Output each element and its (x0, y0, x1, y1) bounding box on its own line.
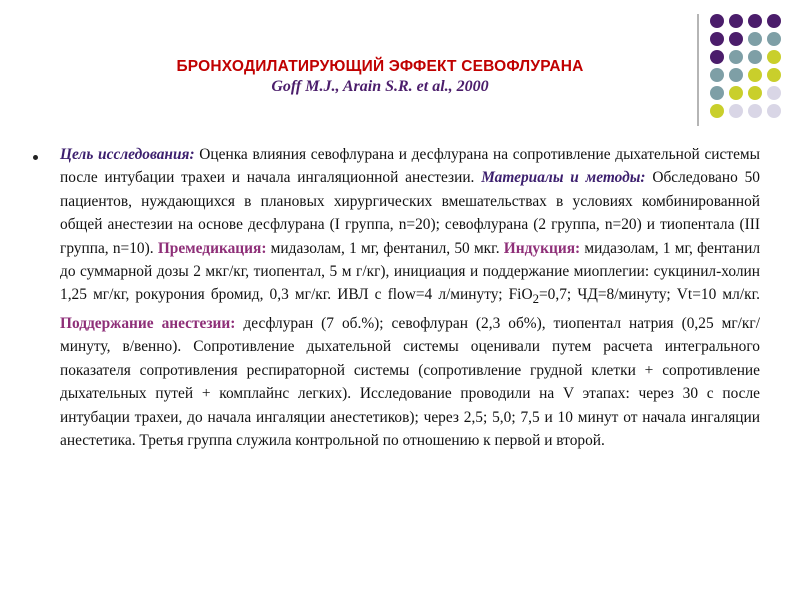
induction-label: Индукция: (503, 239, 581, 257)
premedication-text: мидазолам, 1 мг, фентанил, 50 мкг. (266, 239, 504, 257)
decorative-dot (710, 14, 724, 28)
study-aim-label: Цель исследования: (60, 146, 195, 163)
ventilation-text: =0,7; ЧД=8/минуту; Vt=10 мл/кг. (539, 286, 760, 304)
maintenance-text: десфлуран (7 об.%); севофлуран (2,3 об%), тиопентал натрия (0,25 мг/кг/минуту, в/венно). Сопротивление дыхательной системы оценивали путем расчета интегрального показателя сопротивления респираторной системы (сопротивление грудной клетки + сопротивление дыхательных путей + комплайнс легких). Исследование проводили на V этапах: через 30 с после интубации трахеи, до начала ингаляции анестетиков); через 2,5; 5,0; 7,5 и 10 минут от начала ингаляции анестетика. Третья группа служила контрольной по отношению к первой и второй. (60, 314, 761, 449)
decorative-dot (767, 104, 781, 118)
decorative-dot (767, 50, 781, 64)
decorative-dot (710, 32, 724, 46)
premedication-label: Премедикация: (157, 239, 267, 257)
body-paragraph (60, 143, 760, 452)
decorative-dot (748, 14, 762, 28)
methods-text: Обследовано 50 пациентов, нуждающихся в плановых хирургических вмешательствах в условиях комбинированной общей анестезии на основе десфлурана (I группа, n=20); севофлурана (2 группа, n=20) и тиопентала (III группа, n=10). (60, 169, 760, 257)
slide-title: БРОНХОДИЛАТИРУЮЩИЙ ЭФФЕКТ СЕВОФЛУРАНА (176, 58, 584, 75)
maintenance-label: Поддержание анестезии: (60, 314, 236, 332)
methods-label: Материалы и методы: (481, 169, 646, 187)
decorative-dot (767, 14, 781, 28)
decorative-dot (748, 32, 762, 46)
decorative-dot (767, 32, 781, 46)
decorative-dot (748, 104, 762, 118)
study-aim-text: Оценка влияния севофлурана и десфлурана на сопротивление дыхательной системы после интубации трахеи и начала ингаляционной анестезии. (60, 146, 760, 187)
decorative-dot (767, 86, 781, 100)
title-block (0, 57, 760, 97)
bullet-icon (33, 155, 38, 160)
decorative-dot (729, 14, 743, 28)
decorative-dot (729, 32, 743, 46)
fio2-subscript: 2 (532, 292, 539, 307)
decorative-dot (767, 68, 781, 82)
induction-text: мидазолам, 1 мг, фентанил до суммарной дозы 2 мкг/кг, тиопентал, 5 м г/кг), инициация и поддержание миоплегии: сукцинил-холин 1,25 мг/кг, рокурония бромид, 0,3 мг/кг. ИВЛ с flow=4 л/минуту; FiO (60, 239, 761, 304)
decorative-dot (729, 104, 743, 118)
slide-subtitle: Goff M.J., Arain S.R. et al., 2000 (271, 78, 489, 95)
body-block (33, 143, 760, 452)
decorative-dot (710, 104, 724, 118)
